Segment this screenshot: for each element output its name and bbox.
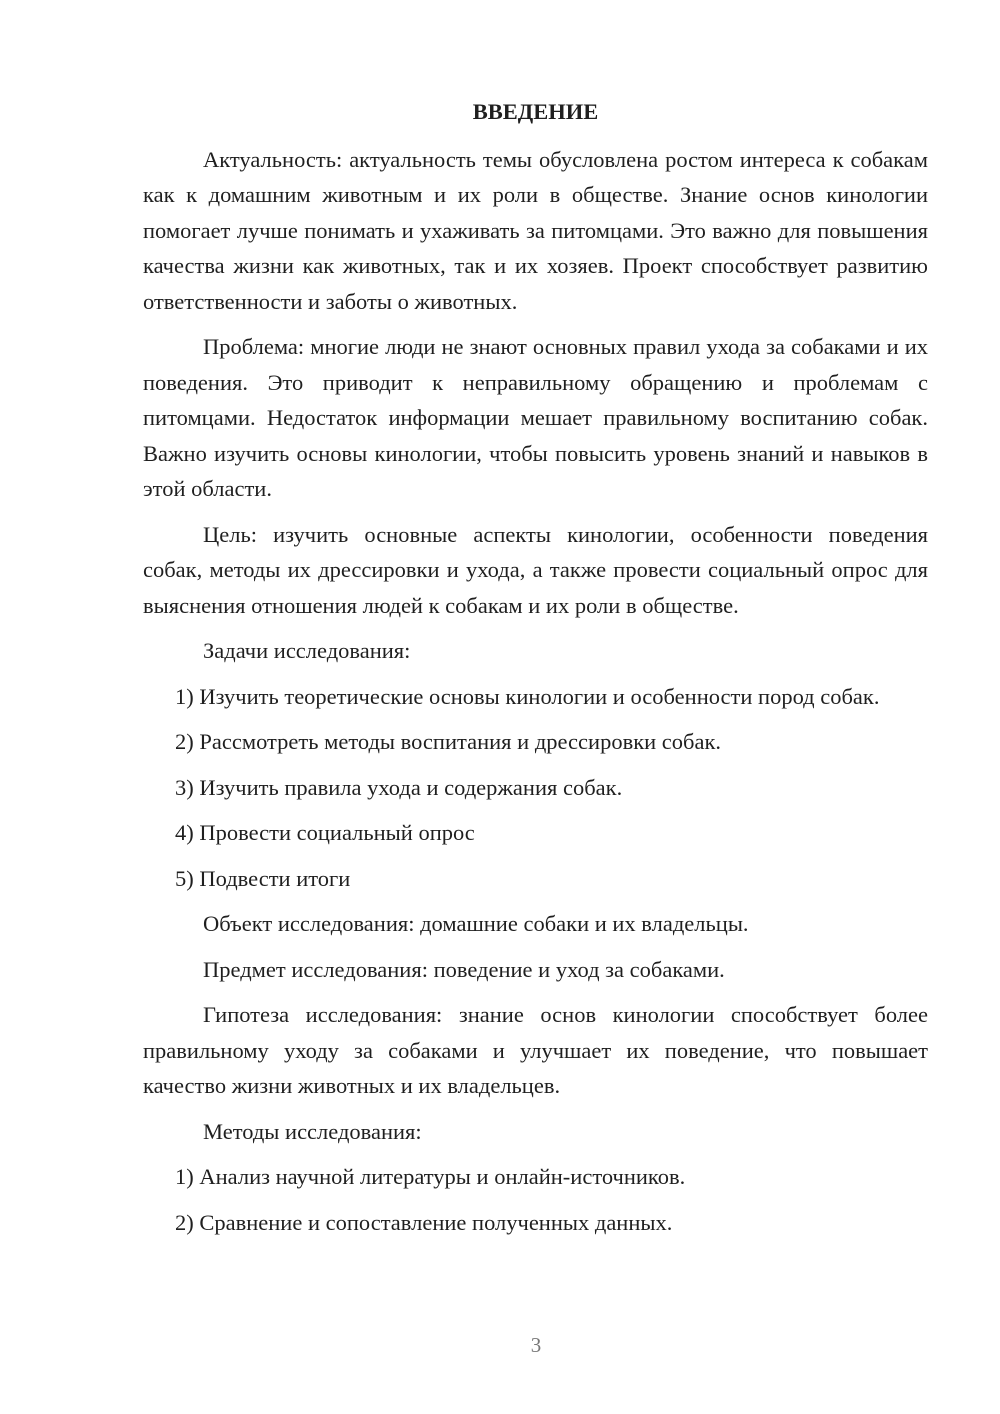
task-item: 1) Изучить теоретические основы кинологии и особенности пород собак. [175,683,880,709]
task-item: 2) Рассмотреть методы воспитания и дрессировки собак. [175,729,722,754]
section-heading: ВВЕДЕНИЕ [472,99,599,124]
methods-label: Методы исследования: [203,1118,422,1144]
goal-paragraph: Цель: изучить основные аспекты кинологии, особенности поведения собак, методы их дрессировки и ухода, а также провести социальный опрос для выяснения отношения людей к собакам и их роли в обществе. [143,521,928,618]
subject-paragraph: Предмет исследования: поведение и уход за собаками. [203,956,725,982]
page-content [143,94,928,1250]
object-paragraph: Объект исследования: домашние собаки и их владельцы. [203,911,749,936]
tasks-label: Задачи исследования: [203,638,411,663]
page-number: 3 [530,1333,542,1357]
task-item: 3) Изучить правила ухода и содержания собак. [175,774,623,800]
relevance-paragraph: Актуальность: актуальность темы обусловлена ростом интереса к собакам как к домашним животным и их роли в обществе. Знание основ кинологии помогает лучше понимать и ухаживать за питомцами. Это важно для повышения качества жизни как животных, так и их хозяев. Проект способствует развитию ответственности и заботы о животных. [143,146,928,314]
method-item: 2) Сравнение и сопоставление полученных данных. [175,1209,673,1235]
problem-paragraph: Проблема: многие люди не знают основных правил ухода за собаками и их поведения. Это приводит к неправильному обращению и проблемам с питомцами. Недостаток информации мешает правильному воспитанию собак. Важно изучить основы кинологии, чтобы повысить уровень знаний и навыков в этой области. [143,334,928,501]
hypothesis-paragraph: Гипотеза исследования: знание основ кинологии способствует более правильному уходу за собаками и улучшает их поведение, что повышает качество жизни животных и их владельцев. [143,1002,928,1098]
task-item: 5) Подвести итоги [175,865,351,891]
method-item: 1) Анализ научной литературы и онлайн-источников. [175,1164,686,1189]
task-item: 4) Провести социальный опрос [175,820,475,845]
